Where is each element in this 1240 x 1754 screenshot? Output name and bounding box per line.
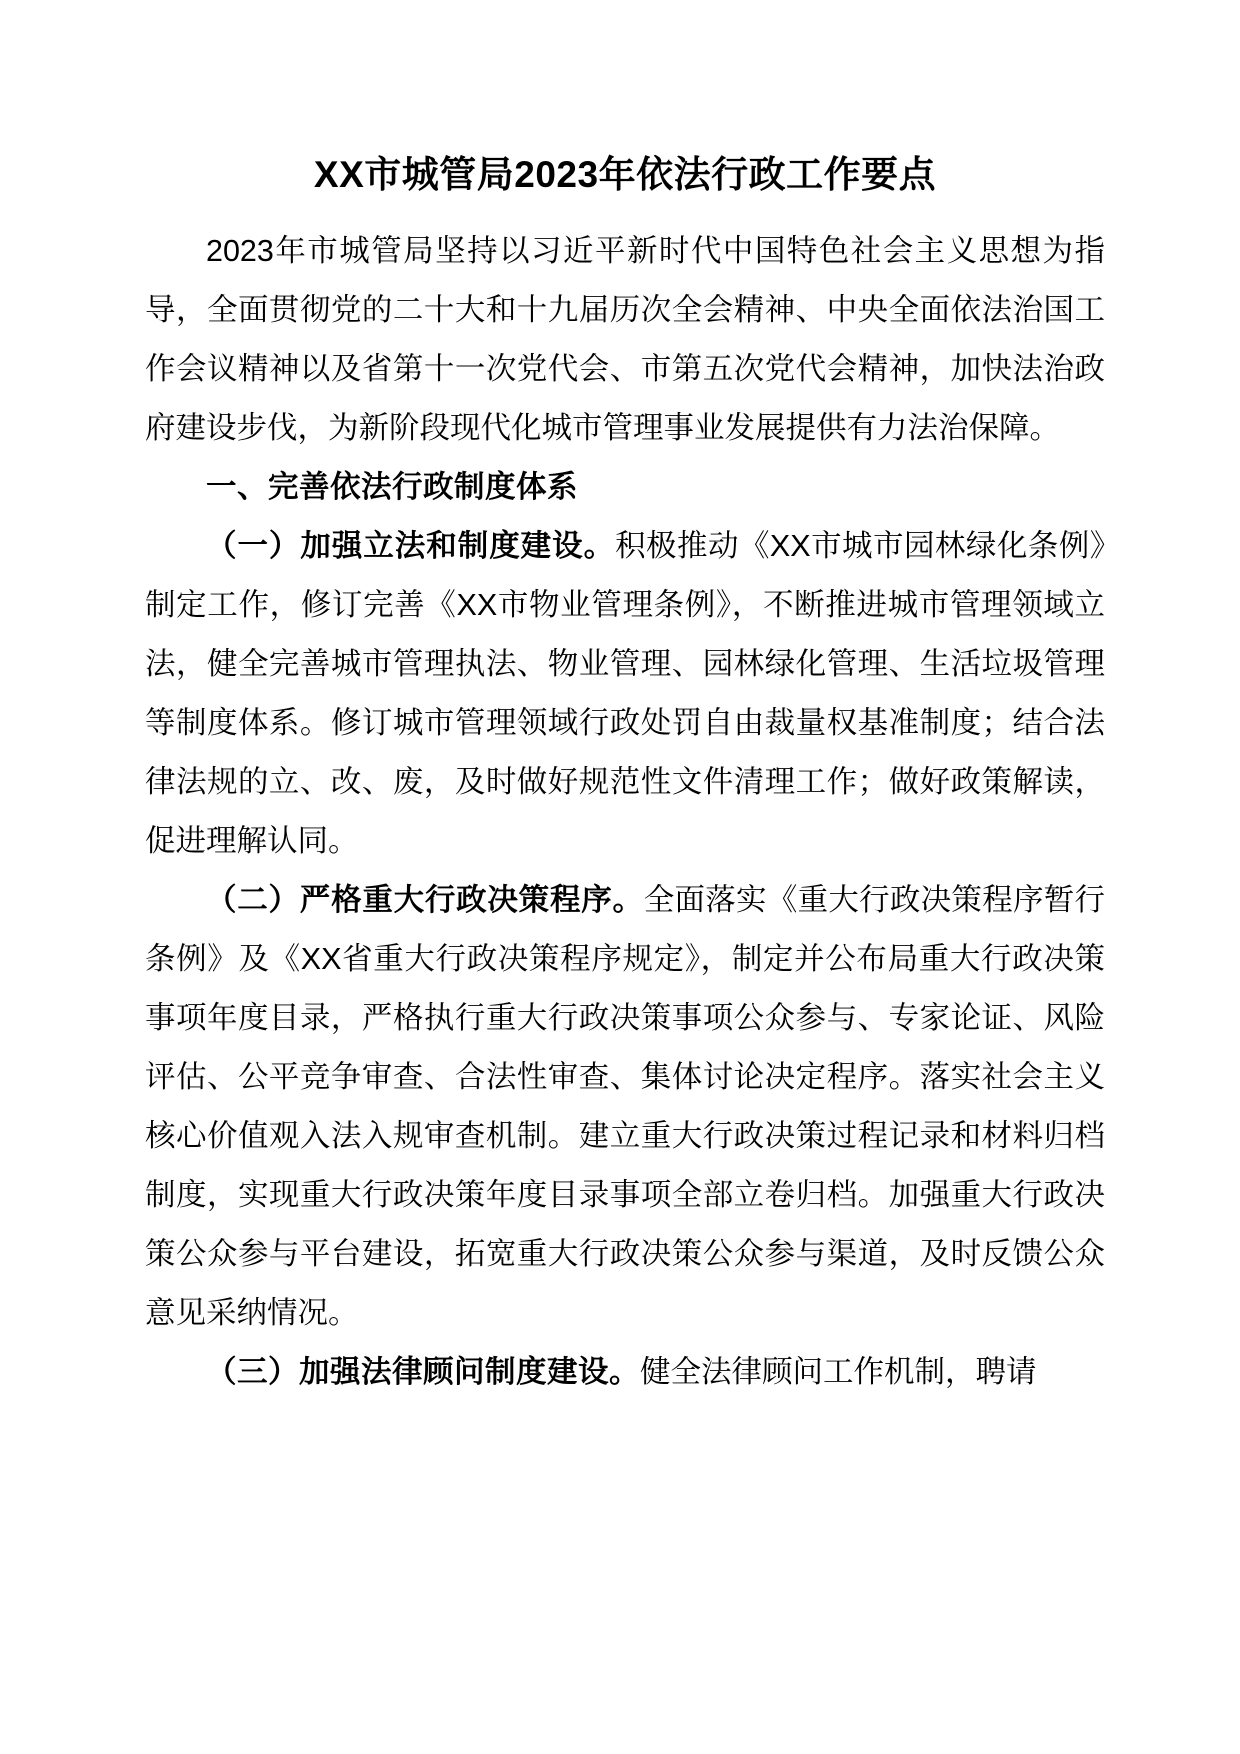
section-item-2-body: 全面落实《重大行政决策程序暂行条例》及《XX省重大行政决策程序规定》，制定并公布局重大行政决策事项年度目录，严格执行重大行政决策事项公众参与、专家论证、风险评估、公平竞争审查、合法性审查、集体讨论决定程序。落实社会主义核心价值观入法入规审查机制。建立重大行政决策过程记录和材料归档制度，实现重大行政决策年度目录事项全部立卷归档。加强重大行政决策公众参与平台建设，拓宽重大行政决策公众参与渠道，及时反馈公众意见采纳情况。: [145, 882, 1105, 1330]
section-item-1: [145, 517, 1105, 871]
section-item-3-body: 健全法律顾问工作机制，聘请: [640, 1354, 1037, 1389]
section-item-3: [145, 1343, 1105, 1402]
section-item-1-body: 积极推动《XX市城市园林绿化条例》制定工作，修订完善《XX市物业管理条例》，不断推进城市管理领域立法，健全完善城市管理执法、物业管理、园林绿化管理、生活垃圾管理等制度体系。修订城市管理领域行政处罚自由裁量权基准制度；结合法律法规的立、改、废，及时做好规范性文件清理工作；做好政策解读，促进理解认同。: [145, 528, 1106, 858]
section-item-2: [145, 871, 1105, 1343]
section-heading-1: 一、完善依法行政制度体系: [206, 469, 578, 504]
page-title: XX市城管局2023年依法行政工作要点: [313, 154, 937, 195]
section-item-2-lead: （二）严格重大行政决策程序。: [206, 882, 644, 917]
intro-paragraph: 2023年市城管局坚持以习近平新时代中国特色社会主义思想为指导，全面贯彻党的二十大和十九届历次全会精神、中央全面依法治国工作会议精神以及省第十一次党代会、市第五次党代会精神，加快法治政府建设步伐，为新阶段现代化城市管理事业发展提供有力法治保障。: [145, 233, 1105, 445]
section-item-3-lead: （三）加强法律顾问制度建设。: [206, 1354, 640, 1389]
section-item-1-lead: （一）加强立法和制度建设。: [206, 528, 616, 563]
